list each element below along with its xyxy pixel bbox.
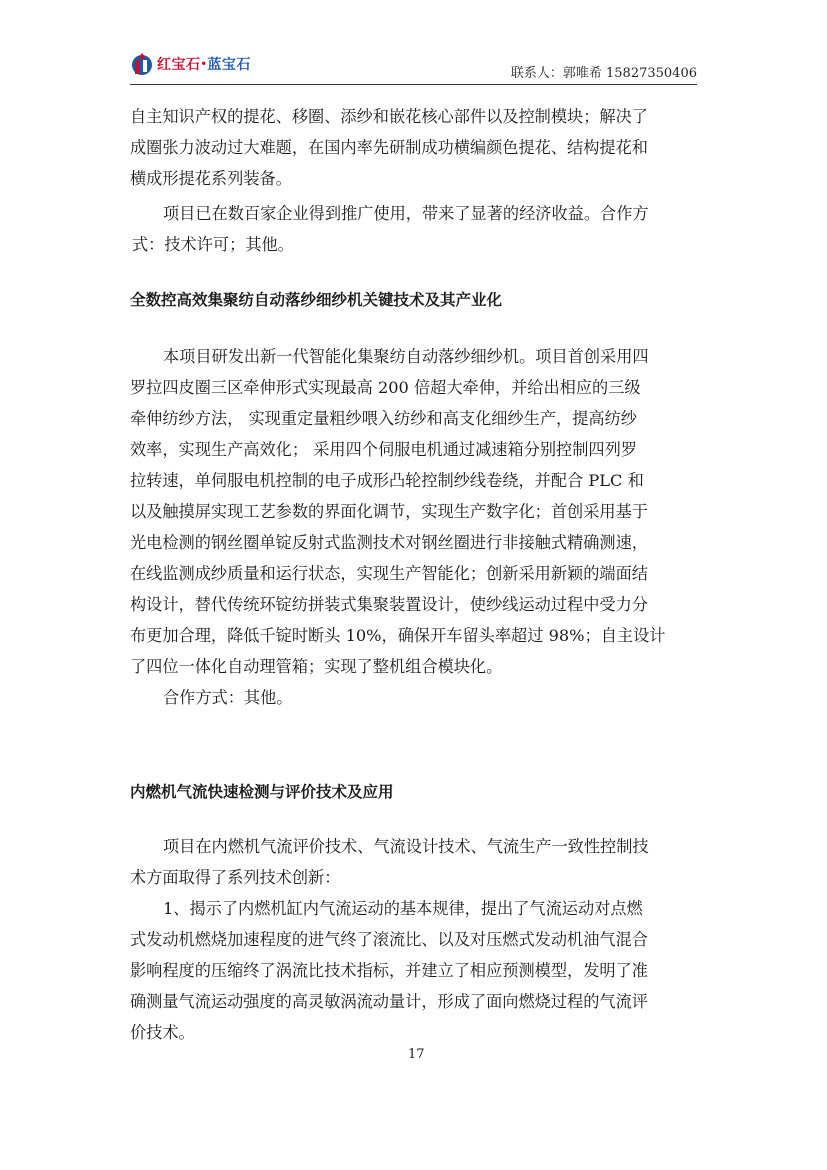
paragraph-line: 本项目研发出新一代智能化集聚纺自动落纱细纱机。项目首创采用四 — [163, 347, 649, 366]
paragraph-line: 布更加合理，降低千锭时断头 10%，确保开车留头率超过 98%；自主设计 — [130, 626, 666, 645]
paragraph-line: 式：技术许可；其他。 — [132, 235, 294, 254]
paragraph-line: 拉转速，单伺服电机控制的电子成形凸轮控制纱线卷绕，并配合 PLC 和 — [130, 471, 644, 490]
paragraph-line: 牵伸纺纱方法， 实现重定量粗纱喂入纺纱和高支化细纱生产，提高纺纱 — [130, 409, 637, 428]
paragraph-line: 项目在内燃机气流评价技术、气流设计技术、气流生产一致性控制技 — [163, 837, 649, 856]
paragraph-line: 成圈张力波动过大难题，在国内率先研制成功横编颜色提花、结构提花和 — [130, 138, 648, 157]
paragraph-line: 在线监测成纱质量和运行状态，实现生产智能化；创新采用新颖的端面结 — [130, 564, 648, 583]
paragraph-line: 合作方式：其他。 — [163, 688, 293, 707]
paragraph-line: 了四位一体化自动理管箱；实现了整机组合模块化。 — [130, 657, 503, 676]
paragraph-line: 横成形提花系列装备。 — [130, 169, 292, 188]
paragraph-line: 光电检测的钢丝圈单锭反射式监测技术对钢丝圈进行非接触式精确测速， — [130, 533, 648, 552]
paragraph-line: 式发动机燃烧加速程度的进气终了滚流比、以及对压燃式发动机油气混合 — [130, 930, 648, 949]
paragraph-line: 罗拉四皮圈三区牵伸形式实现最高 200 倍超大牵伸，并给出相应的三级 — [130, 378, 641, 397]
paragraph-line: 术方面取得了系列技术创新： — [130, 868, 341, 887]
paragraph-line: 自主知识产权的提花、移圈、添纱和嵌花核心部件以及控制模块；解决了 — [130, 107, 648, 126]
paragraph-line: 构设计，替代传统环锭纺拼装式集聚装置设计，使纱线运动过程中受力分 — [130, 595, 648, 614]
section-heading: 内燃机气流快速检测与评价技术及应用 — [130, 783, 394, 801]
section-heading: 全数控高效集聚纺自动落纱细纱机关键技术及其产业化 — [130, 291, 503, 309]
paragraph-line: 1、揭示了内燃机缸内气流运动的基本规律，提出了气流运动对点燃 — [163, 899, 643, 918]
paragraph-line: 影响程度的压缩终了涡流比技术指标，并建立了相应预测模型，发明了准 — [130, 961, 648, 980]
contact-info: 联系人：郭唯希 15827350406 — [510, 66, 697, 81]
paragraph-line: 价技术。 — [130, 1023, 195, 1042]
logo-text-dot: • — [200, 59, 208, 70]
logo-text-ruby: 红宝石 — [157, 57, 201, 73]
paragraph-line: 效率，实现生产高效化； 采用四个伺服电机通过减速箱分别控制四列罗 — [130, 440, 637, 459]
logo-text-sapphire: 蓝宝石 — [207, 57, 251, 73]
paragraph-line: 确测量气流运动强度的高灵敏涡流动量计，形成了面向燃烧过程的气流评 — [130, 992, 648, 1011]
paragraph-line: 以及触摸屏实现工艺参数的界面化调节，实现生产数字化；首创采用基于 — [130, 502, 648, 521]
paragraph-line: 项目已在数百家企业得到推广使用，带来了显著的经济收益。合作方 — [163, 204, 649, 223]
page-number: 17 — [408, 1047, 425, 1062]
